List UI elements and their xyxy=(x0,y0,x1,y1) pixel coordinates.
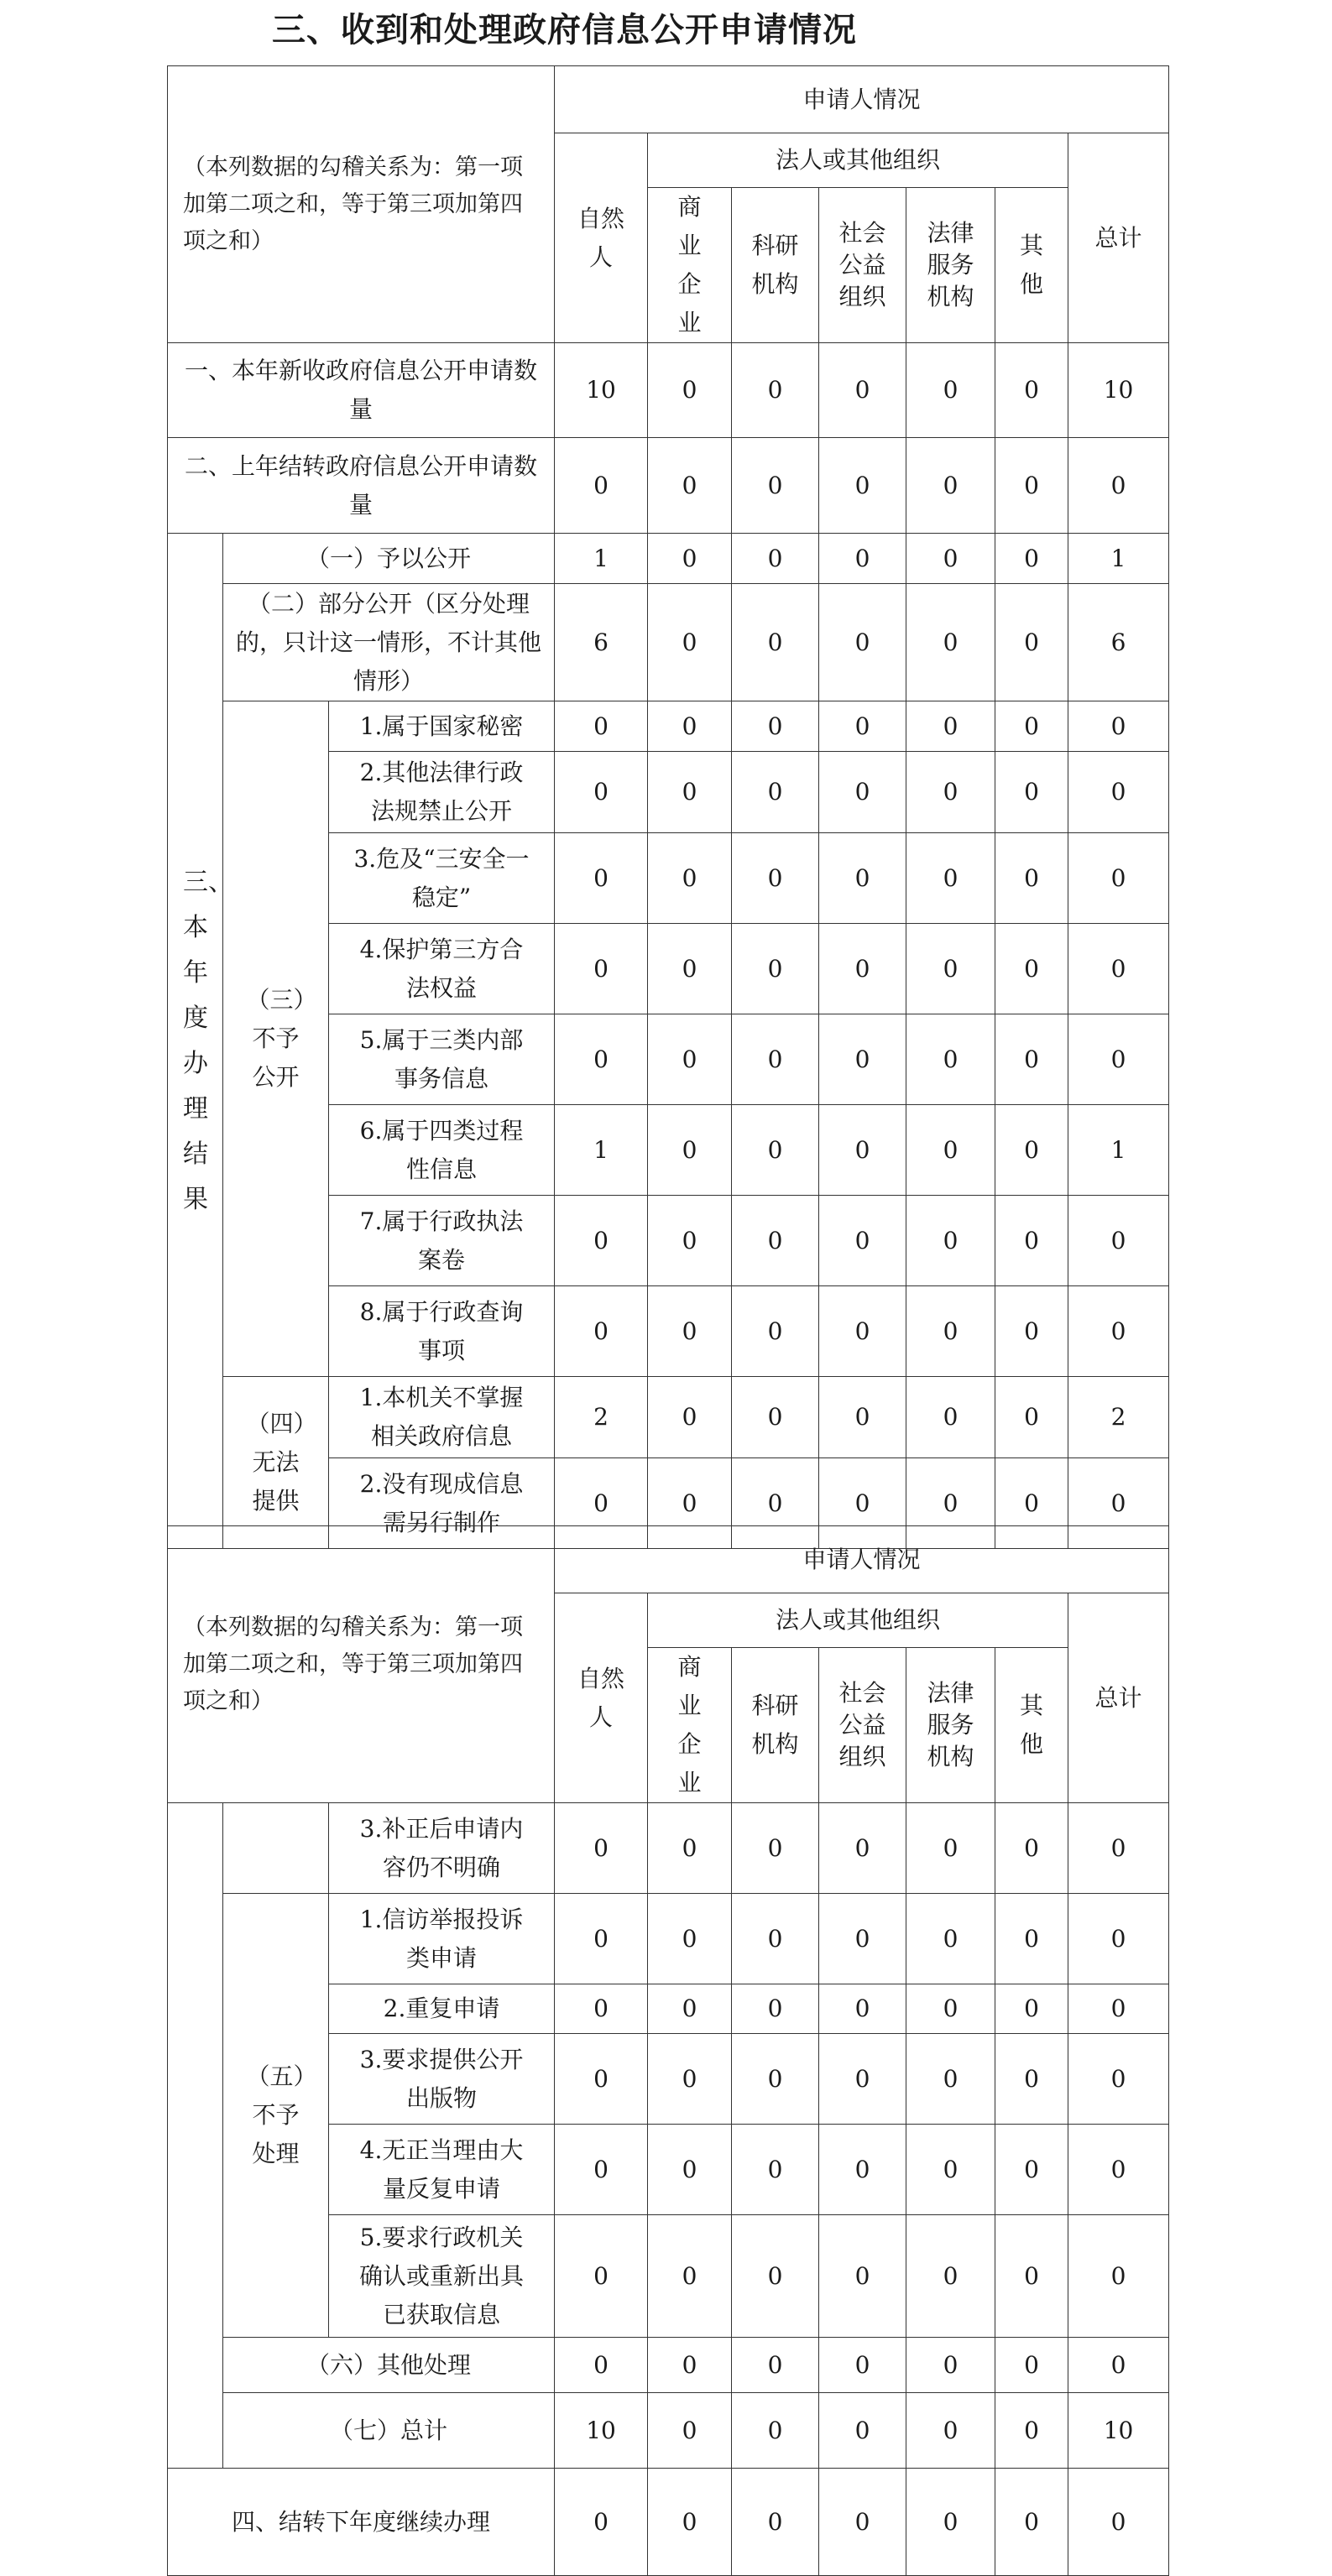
cell-total: 0 xyxy=(1068,752,1169,833)
cell-total: 0 xyxy=(1068,2215,1169,2338)
header-legal-group: 法人或其他组织 xyxy=(648,1593,1068,1648)
cell-legal-service: 0 xyxy=(906,752,995,833)
cell-business: 0 xyxy=(648,1014,732,1105)
cell-legal-service: 0 xyxy=(906,1196,995,1286)
cell-natural: 2 xyxy=(555,1377,648,1458)
cell-public-welfare: 0 xyxy=(819,833,906,924)
cell-other: 0 xyxy=(995,1014,1068,1105)
cell-research: 0 xyxy=(732,2125,819,2215)
cell-total: 2 xyxy=(1068,1377,1169,1458)
row-label: 5.要求行政机关确认或重新出具已获取信息 xyxy=(329,2215,555,2338)
cell-natural: 1 xyxy=(555,1105,648,1196)
cell-total: 0 xyxy=(1068,1286,1169,1377)
cell-total: 0 xyxy=(1068,924,1169,1014)
header-natural: 自然人 xyxy=(555,133,648,343)
cell-legal-service: 0 xyxy=(906,2393,995,2469)
cell-natural: 6 xyxy=(555,584,648,701)
cell-natural: 10 xyxy=(555,343,648,438)
cell-total: 1 xyxy=(1068,534,1169,584)
cell-total: 0 xyxy=(1068,1014,1169,1105)
row-label: 8.属于行政查询事项 xyxy=(329,1286,555,1377)
header-applicant: 申请人情况 xyxy=(555,1526,1169,1593)
page-title: 三、收到和处理政府信息公开申请情况 xyxy=(272,11,857,50)
header-public-welfare: 社会公益组织 xyxy=(819,1648,906,1803)
cell-research: 0 xyxy=(732,1984,819,2034)
cell-natural: 1 xyxy=(555,534,648,584)
cell-natural: 0 xyxy=(555,1894,648,1984)
cell-natural: 0 xyxy=(555,2215,648,2338)
cell-legal-service: 0 xyxy=(906,438,995,534)
cell-other: 0 xyxy=(995,1894,1068,1984)
row-label: 5.属于三类内部事务信息 xyxy=(329,1014,555,1105)
cell-legal-service: 0 xyxy=(906,1458,995,1549)
cell-total: 10 xyxy=(1068,343,1169,438)
row-label: 4.无正当理由大量反复申请 xyxy=(329,2125,555,2215)
header-research: 科研机构 xyxy=(732,1648,819,1803)
table-row xyxy=(168,584,1169,701)
cell-public-welfare: 0 xyxy=(819,752,906,833)
cell-public-welfare: 0 xyxy=(819,1377,906,1458)
cell-business: 0 xyxy=(648,1984,732,2034)
cell-legal-service: 0 xyxy=(906,1286,995,1377)
cell-public-welfare: 0 xyxy=(819,2338,906,2393)
cell-research: 0 xyxy=(732,833,819,924)
cell-legal-service: 0 xyxy=(906,833,995,924)
cell-total: 0 xyxy=(1068,438,1169,534)
cell-other: 0 xyxy=(995,1984,1068,2034)
table-row xyxy=(168,1894,1169,1984)
cell-total: 0 xyxy=(1068,1894,1169,1984)
header-other: 其他 xyxy=(995,188,1068,343)
cell-natural: 0 xyxy=(555,1803,648,1894)
cell-legal-service: 0 xyxy=(906,2034,995,2125)
cell-other: 0 xyxy=(995,701,1068,752)
header-total: 总计 xyxy=(1068,1593,1169,1803)
header-description: （本列数据的勾稽关系为：第一项加第二项之和，等于第三项加第四项之和） xyxy=(168,1526,555,1803)
header-legal-group: 法人或其他组织 xyxy=(648,133,1068,188)
cell-natural: 0 xyxy=(555,1286,648,1377)
row-label: 6.属于四类过程性信息 xyxy=(329,1105,555,1196)
header-public-welfare: 社会公益组织 xyxy=(819,188,906,343)
cell-legal-service: 0 xyxy=(906,1105,995,1196)
cell-total: 0 xyxy=(1068,1196,1169,1286)
row-label: （一）予以公开 xyxy=(223,534,555,584)
cell-total: 0 xyxy=(1068,2034,1169,2125)
cell-business: 0 xyxy=(648,2338,732,2393)
cell-natural: 0 xyxy=(555,2338,648,2393)
cell-public-welfare: 0 xyxy=(819,2034,906,2125)
cell-business: 0 xyxy=(648,2393,732,2469)
cell-public-welfare: 0 xyxy=(819,1984,906,2034)
cell-other: 0 xyxy=(995,752,1068,833)
cell-natural: 0 xyxy=(555,1196,648,1286)
cell-total: 0 xyxy=(1068,833,1169,924)
cell-other: 0 xyxy=(995,2338,1068,2393)
unable-group: （四）无法提供 xyxy=(223,1377,329,1549)
cell-business: 0 xyxy=(648,2034,732,2125)
header-legal-service: 法律服务机构 xyxy=(906,188,995,343)
header-business: 商业企业 xyxy=(648,1648,732,1803)
cell-business: 0 xyxy=(648,833,732,924)
cell-natural: 0 xyxy=(555,701,648,752)
cell-legal-service: 0 xyxy=(906,1377,995,1458)
cell-legal-service: 0 xyxy=(906,534,995,584)
cell-legal-service: 0 xyxy=(906,1894,995,1984)
header-total: 总计 xyxy=(1068,133,1169,343)
cell-business: 0 xyxy=(648,2469,732,2576)
cell-other: 0 xyxy=(995,534,1068,584)
cell-total: 0 xyxy=(1068,1458,1169,1549)
cell-public-welfare: 0 xyxy=(819,1894,906,1984)
cell-public-welfare: 0 xyxy=(819,924,906,1014)
cell-total: 0 xyxy=(1068,2125,1169,2215)
cell-public-welfare: 0 xyxy=(819,1105,906,1196)
row-label: （二）部分公开（区分处理的，只计这一情形，不计其他情形） xyxy=(223,584,555,701)
table-row xyxy=(168,2338,1169,2393)
row-label: 二、上年结转政府信息公开申请数量 xyxy=(168,438,555,534)
cell-natural: 0 xyxy=(555,2125,648,2215)
cell-other: 0 xyxy=(995,2125,1068,2215)
cell-other: 0 xyxy=(995,924,1068,1014)
cell-business: 0 xyxy=(648,752,732,833)
header-natural: 自然人 xyxy=(555,1593,648,1803)
cell-public-welfare: 0 xyxy=(819,1286,906,1377)
cell-research: 0 xyxy=(732,584,819,701)
cell-research: 0 xyxy=(732,534,819,584)
cell-other: 0 xyxy=(995,833,1068,924)
cell-research: 0 xyxy=(732,1803,819,1894)
cell-natural: 0 xyxy=(555,1014,648,1105)
cell-research: 0 xyxy=(732,438,819,534)
cell-public-welfare: 0 xyxy=(819,584,906,701)
cell-legal-service: 0 xyxy=(906,584,995,701)
table-row xyxy=(168,701,1169,752)
cell-total: 0 xyxy=(1068,1803,1169,1894)
stats-table-part-1 xyxy=(167,65,1169,1549)
cell-natural: 0 xyxy=(555,752,648,833)
cell-total: 10 xyxy=(1068,2393,1169,2469)
cell-other: 0 xyxy=(995,1196,1068,1286)
cell-other: 0 xyxy=(995,2034,1068,2125)
row-label: （六）其他处理 xyxy=(223,2338,555,2393)
cell-public-welfare: 0 xyxy=(819,2125,906,2215)
cell-public-welfare: 0 xyxy=(819,343,906,438)
cell-research: 0 xyxy=(732,343,819,438)
cell-public-welfare: 0 xyxy=(819,1196,906,1286)
cell-business: 0 xyxy=(648,584,732,701)
cell-natural: 0 xyxy=(555,1458,648,1549)
cell-other: 0 xyxy=(995,1286,1068,1377)
cell-legal-service: 0 xyxy=(906,1803,995,1894)
header-description: （本列数据的勾稽关系为：第一项加第二项之和，等于第三项加第四项之和） xyxy=(168,66,555,343)
table-row xyxy=(168,343,1169,438)
cell-public-welfare: 0 xyxy=(819,438,906,534)
row-label: 2.没有现成信息需另行制作 xyxy=(329,1458,555,1549)
cell-public-welfare: 0 xyxy=(819,2393,906,2469)
header-other: 其他 xyxy=(995,1648,1068,1803)
cell-other: 0 xyxy=(995,1377,1068,1458)
cell-business: 0 xyxy=(648,534,732,584)
cell-business: 0 xyxy=(648,1105,732,1196)
cell-research: 0 xyxy=(732,1286,819,1377)
table-row xyxy=(168,2393,1169,2469)
row-label: 1.信访举报投诉类申请 xyxy=(329,1894,555,1984)
table-row xyxy=(168,534,1169,584)
cell-natural: 0 xyxy=(555,2469,648,2576)
table-row xyxy=(168,1803,1169,1894)
cell-research: 0 xyxy=(732,701,819,752)
cell-other: 0 xyxy=(995,2215,1068,2338)
row-label: （七）总计 xyxy=(223,2393,555,2469)
cell-business: 0 xyxy=(648,2215,732,2338)
cell-research: 0 xyxy=(732,2338,819,2393)
cell-other: 0 xyxy=(995,438,1068,534)
cell-business: 0 xyxy=(648,1894,732,1984)
header-research: 科研机构 xyxy=(732,188,819,343)
cell-total: 0 xyxy=(1068,1984,1169,2034)
row-label: 1.本机关不掌握相关政府信息 xyxy=(329,1377,555,1458)
cell-research: 0 xyxy=(732,1377,819,1458)
cell-natural: 0 xyxy=(555,833,648,924)
row-label: 2.重复申请 xyxy=(329,1984,555,2034)
cell-natural: 0 xyxy=(555,1984,648,2034)
cell-public-welfare: 0 xyxy=(819,1014,906,1105)
header-legal-service: 法律服务机构 xyxy=(906,1648,995,1803)
row-label: 7.属于行政执法案卷 xyxy=(329,1196,555,1286)
cell-business: 0 xyxy=(648,1458,732,1549)
section3-label-continued xyxy=(168,1803,223,2469)
cell-business: 0 xyxy=(648,924,732,1014)
table-row xyxy=(168,438,1169,534)
cell-legal-service: 0 xyxy=(906,924,995,1014)
cell-other: 0 xyxy=(995,584,1068,701)
not-disclose-group: （三）不予公开 xyxy=(223,701,329,1377)
header-business: 商业企业 xyxy=(648,188,732,343)
cell-other: 0 xyxy=(995,1458,1068,1549)
cell-legal-service: 0 xyxy=(906,1984,995,2034)
row-label: 3.要求提供公开出版物 xyxy=(329,2034,555,2125)
cell-other: 0 xyxy=(995,1803,1068,1894)
cell-total: 1 xyxy=(1068,1105,1169,1196)
cell-natural: 0 xyxy=(555,2034,648,2125)
cell-legal-service: 0 xyxy=(906,1014,995,1105)
cell-business: 0 xyxy=(648,438,732,534)
cell-research: 0 xyxy=(732,924,819,1014)
cell-public-welfare: 0 xyxy=(819,534,906,584)
row-label: 2.其他法律行政法规禁止公开 xyxy=(329,752,555,833)
cell-other: 0 xyxy=(995,2469,1068,2576)
cell-public-welfare: 0 xyxy=(819,1803,906,1894)
cell-research: 0 xyxy=(732,2393,819,2469)
table-row xyxy=(168,1377,1169,1458)
not-process-group: （五）不予处理 xyxy=(223,1894,329,2338)
cell-legal-service: 0 xyxy=(906,701,995,752)
cell-business: 0 xyxy=(648,343,732,438)
section3-label: 三、本年度办理结果 xyxy=(168,534,223,1549)
row-label: 一、本年新收政府信息公开申请数量 xyxy=(168,343,555,438)
cell-business: 0 xyxy=(648,1286,732,1377)
cell-public-welfare: 0 xyxy=(819,701,906,752)
cell-business: 0 xyxy=(648,1196,732,1286)
unable-group-continued xyxy=(223,1803,329,1894)
row-label: 3.危及“三安全一稳定” xyxy=(329,833,555,924)
cell-legal-service: 0 xyxy=(906,2215,995,2338)
cell-business: 0 xyxy=(648,2125,732,2215)
cell-other: 0 xyxy=(995,1105,1068,1196)
row-label: 四、结转下年度继续办理 xyxy=(168,2469,555,2576)
cell-research: 0 xyxy=(732,1014,819,1105)
cell-public-welfare: 0 xyxy=(819,1458,906,1549)
cell-business: 0 xyxy=(648,1377,732,1458)
cell-natural: 0 xyxy=(555,438,648,534)
cell-research: 0 xyxy=(732,1458,819,1549)
cell-research: 0 xyxy=(732,752,819,833)
cell-business: 0 xyxy=(648,701,732,752)
row-label: 1.属于国家秘密 xyxy=(329,701,555,752)
row-label: 4.保护第三方合法权益 xyxy=(329,924,555,1014)
cell-research: 0 xyxy=(732,2215,819,2338)
cell-business: 0 xyxy=(648,1803,732,1894)
header-applicant: 申请人情况 xyxy=(555,66,1169,133)
cell-natural: 0 xyxy=(555,924,648,1014)
cell-total: 0 xyxy=(1068,2469,1169,2576)
cell-other: 0 xyxy=(995,343,1068,438)
row-label: 3.补正后申请内容仍不明确 xyxy=(329,1803,555,1894)
cell-research: 0 xyxy=(732,1196,819,1286)
cell-public-welfare: 0 xyxy=(819,2469,906,2576)
cell-research: 0 xyxy=(732,2469,819,2576)
cell-public-welfare: 0 xyxy=(819,2215,906,2338)
cell-research: 0 xyxy=(732,1894,819,1984)
cell-total: 0 xyxy=(1068,2338,1169,2393)
cell-total: 0 xyxy=(1068,701,1169,752)
cell-research: 0 xyxy=(732,1105,819,1196)
cell-research: 0 xyxy=(732,2034,819,2125)
cell-legal-service: 0 xyxy=(906,343,995,438)
cell-legal-service: 0 xyxy=(906,2338,995,2393)
stats-table-part-2 xyxy=(167,1525,1169,2576)
cell-legal-service: 0 xyxy=(906,2125,995,2215)
cell-total: 6 xyxy=(1068,584,1169,701)
cell-natural: 10 xyxy=(555,2393,648,2469)
cell-other: 0 xyxy=(995,2393,1068,2469)
cell-legal-service: 0 xyxy=(906,2469,995,2576)
table-row xyxy=(168,2469,1169,2576)
